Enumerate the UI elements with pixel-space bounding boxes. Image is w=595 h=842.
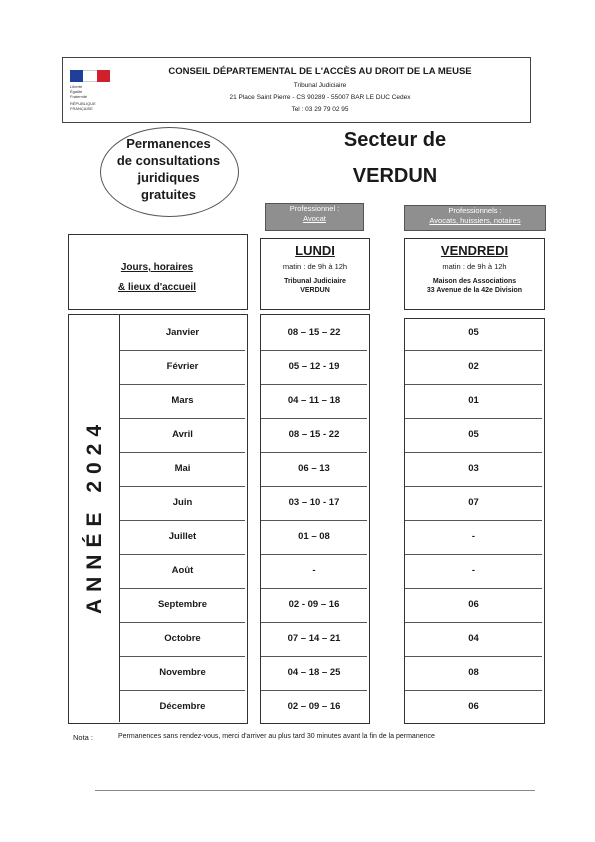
oval-line-2: de consultations [116,153,221,168]
month-name: Novembre [159,667,206,678]
row-divider [120,520,245,521]
row-divider [120,690,245,691]
row-divider [261,588,367,589]
vendredi-dates: 04 [468,633,479,644]
lundi-dates: 06 – 13 [298,463,330,474]
row-divider [261,554,367,555]
vendredi-dates: 05 [468,327,479,338]
row-divider [120,418,245,419]
lundi-place-1: Tribunal Judiciaire [284,278,346,285]
secteur-title: Secteur de [343,129,447,151]
professional-lundi-label: Professionnel : [289,204,340,213]
logo-motto-2: Égalité [70,89,83,94]
logo-motto-3: Fraternité [70,94,88,99]
vendredi-dates: 06 [468,599,479,610]
row-divider [120,622,245,623]
jours-line-1: Jours, horaires [120,262,194,273]
header-line-1: Tribunal Judiciaire [293,82,347,89]
vendredi-dates: 07 [468,497,479,508]
row-divider [261,622,367,623]
row-divider [261,656,367,657]
lundi-dates: 08 – 15 - 22 [288,429,340,440]
row-divider [405,520,542,521]
oval-line-3: juridiques [137,170,200,185]
lundi-dates-column [260,314,370,724]
row-divider [261,350,367,351]
row-divider [405,588,542,589]
month-name: Août [171,565,194,576]
annee-label: ANNÉE 2024 [83,417,106,615]
row-divider [120,350,245,351]
month-name: Décembre [159,701,206,712]
row-divider [120,452,245,453]
month-name: Octobre [164,633,201,644]
note-text: Permanences sans rendez-vous, merci d'arriver au plus tard 30 minutes avant la fin de la permanence [118,733,435,740]
lundi-dates: 04 – 18 – 25 [287,667,341,678]
lundi-dates: 07 – 14 – 21 [287,633,341,644]
month-name: Mars [171,395,194,406]
lundi-dates: 04 – 11 – 18 [287,395,341,406]
oval-line-1: Permanences [126,136,211,151]
note-label: Nota : [73,733,94,742]
republique-francaise-logo [70,70,112,110]
oval-line-4: gratuites [141,187,196,202]
row-divider [261,520,367,521]
permanences-oval-text [103,135,234,203]
professional-lundi-box [265,203,364,231]
row-divider [405,656,542,657]
vendredi-dates: 08 [468,667,479,678]
row-divider [261,452,367,453]
vendredi-dates: - [471,565,476,576]
row-divider [405,350,542,351]
lundi-dates: 08 – 15 – 22 [287,327,341,338]
lundi-header-box [260,238,370,310]
row-divider [120,384,245,385]
row-divider [405,622,542,623]
header-phone: Tel : 03 29 79 02 95 [291,106,349,113]
month-name: Septembre [157,599,208,610]
logo-republique: RÉPUBLIQUE FRANÇAISE [70,101,96,111]
row-divider [405,690,542,691]
vendredi-day: VENDREDI [440,243,509,258]
vendredi-header-box [404,238,545,310]
vendredi-place-1: Maison des Associations [432,278,517,285]
lundi-place-2: VERDUN [300,287,330,294]
row-divider [261,486,367,487]
secteur-name: VERDUN [352,165,438,187]
months-column [119,314,247,722]
footer-divider [95,790,535,791]
month-name: Février [166,361,199,372]
lundi-dates: 02 – 09 – 16 [287,701,341,712]
vendredi-place-2: 33 Avenue de la 42e Division [426,287,523,294]
professional-vendredi-box [404,205,546,231]
month-name: Juillet [168,531,197,542]
month-name: Mai [174,463,191,474]
row-divider [405,554,542,555]
logo-motto-1: Liberté [70,84,83,89]
row-divider [405,418,542,419]
row-divider [120,588,245,589]
lundi-dates: 02 - 09 – 16 [288,599,340,610]
row-divider [261,418,367,419]
vendredi-dates: 03 [468,463,479,474]
row-divider [261,384,367,385]
month-name: Juin [172,497,193,508]
row-divider [120,486,245,487]
vendredi-dates: 02 [468,361,479,372]
vendredi-dates-column [404,318,545,724]
vendredi-dates: 06 [468,701,479,712]
month-name: Avril [172,429,193,440]
vendredi-dates: 05 [468,429,479,440]
professional-lundi-value: Avocat [303,214,326,223]
row-divider [405,486,542,487]
jours-line-2: & lieux d'accueil [118,282,196,293]
month-name: Janvier [165,327,200,338]
lundi-hours: matin : de 9h à 12h [282,262,348,271]
lundi-day: LUNDI [295,243,335,258]
header-address: 21 Place Saint Pierre - CS 90289 - 55007 BAR LE DUC Cedex [229,94,411,101]
vendredi-dates: - [471,531,476,542]
lundi-dates: 03 – 10 - 17 [288,497,340,508]
lundi-dates: 05 – 12 - 19 [288,361,340,372]
professional-vendredi-value: Avocats, huissiers, notaires [429,216,521,225]
row-divider [120,656,245,657]
vendredi-hours: matin : de 9h à 12h [442,262,507,271]
row-divider [405,384,542,385]
jours-heading [68,258,246,298]
french-flag-icon [70,70,110,82]
professional-vendredi-label: Professionnels : [448,206,502,215]
row-divider [120,554,245,555]
lundi-dates: - [312,565,316,576]
row-divider [261,690,367,691]
lundi-dates: 01 – 08 [298,531,330,542]
vendredi-dates: 01 [468,395,479,406]
header-title: CONSEIL DÉPARTEMENTAL DE L'ACCÈS AU DROIT DE LA MEUSE [168,66,472,77]
row-divider [405,452,542,453]
